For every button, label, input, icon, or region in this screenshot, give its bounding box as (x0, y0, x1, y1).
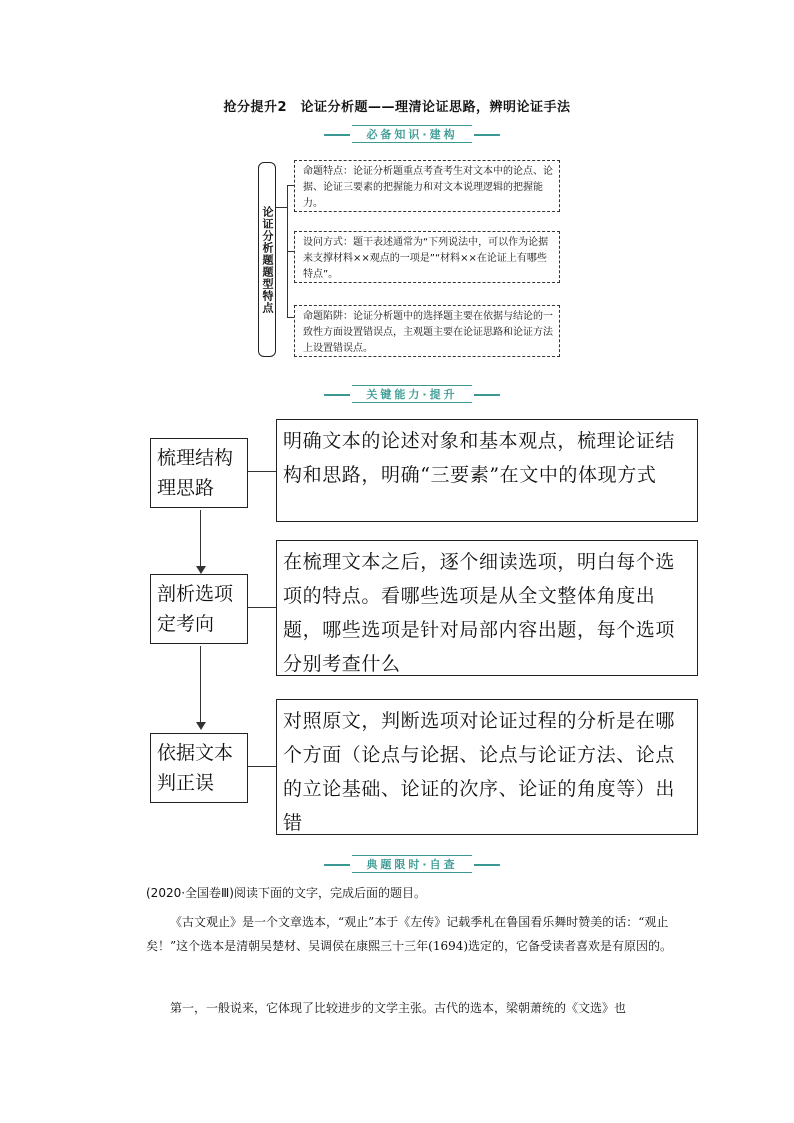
feature-side-label: 论证分析题题型特点 (261, 205, 274, 314)
connector-line (248, 607, 276, 608)
feature-item: 设问方式：题干表述通常为“下列说法中，可以作为论据来支撑材料××观点的一项是”“材料××在论证上有哪些特点”。 (294, 231, 560, 283)
section-banner-exercise: 典题限时·自查 (352, 855, 472, 873)
bracket-tick (287, 251, 294, 252)
connector-line (248, 471, 276, 472)
connector-line (248, 766, 276, 767)
flow-arrow-line (200, 510, 201, 570)
page-title: 抢分提升2 论证分析题——理清论证思路，辨明论证手法 (223, 100, 571, 115)
flow-arrow-line (200, 646, 201, 726)
feature-item: 命题特点：论证分析题重点考查考生对文本中的论点、论据、论证三要素的把握能力和对文本说理逻辑的把握能力。 (294, 160, 560, 212)
exercise-intro: (2020·全国卷Ⅲ)阅读下面的文字，完成后面的题目。 (146, 886, 426, 900)
step-label: 依据文本判正误 (150, 733, 248, 803)
feature-side-label-box (258, 162, 276, 357)
exercise-paragraph: 第一，一般说来，它体现了比较进步的文学主张。古代的选本，梁朝萧统的《文选》也 (170, 1001, 627, 1015)
section-banner-ability: 关键能力·提升 (352, 385, 472, 403)
bracket-tick (287, 185, 294, 186)
step-content: 在梳理文本之后，逐个细读选项，明白每个选项的特点。看哪些选项是从全文整体角度出题，哪些选项是针对局部内容出题，每个选项分别考查什么 (276, 540, 698, 676)
bracket-tick (287, 317, 294, 318)
arrow-down-icon (196, 722, 206, 730)
feature-item: 命题陷阱：论证分析题中的选择题主要在依据与结论的一致性方面设置错误点，主观题主要在论证思路和论证方法上设置错误点。 (294, 305, 560, 357)
step-content: 对照原文，判断选项对论证过程的分析是在哪个方面（论点与论据、论点与论证方法、论点的立论基础、论证的次序、论证的角度等）出错 (276, 699, 698, 835)
step-content: 明确文本的论述对象和基本观点，梳理论证结构和思路，明确“三要素”在文中的体现方式 (276, 419, 698, 522)
exercise-paragraph: 《古文观止》是一个文章选本，“观止”本于《左传》记载季札在鲁国看乐舞时赞美的话：“观止矣！”这个选本是清朝吴楚材、吴调侯在康熙三十三年(1694)选定的，它备受读者喜欢是有原因的。 (146, 915, 673, 953)
step-label: 剖析选项定考向 (150, 574, 248, 644)
section-banner-knowledge: 必备知识·建构 (352, 125, 472, 143)
step-label: 梳理结构理思路 (150, 438, 248, 508)
arrow-down-icon (196, 566, 206, 574)
